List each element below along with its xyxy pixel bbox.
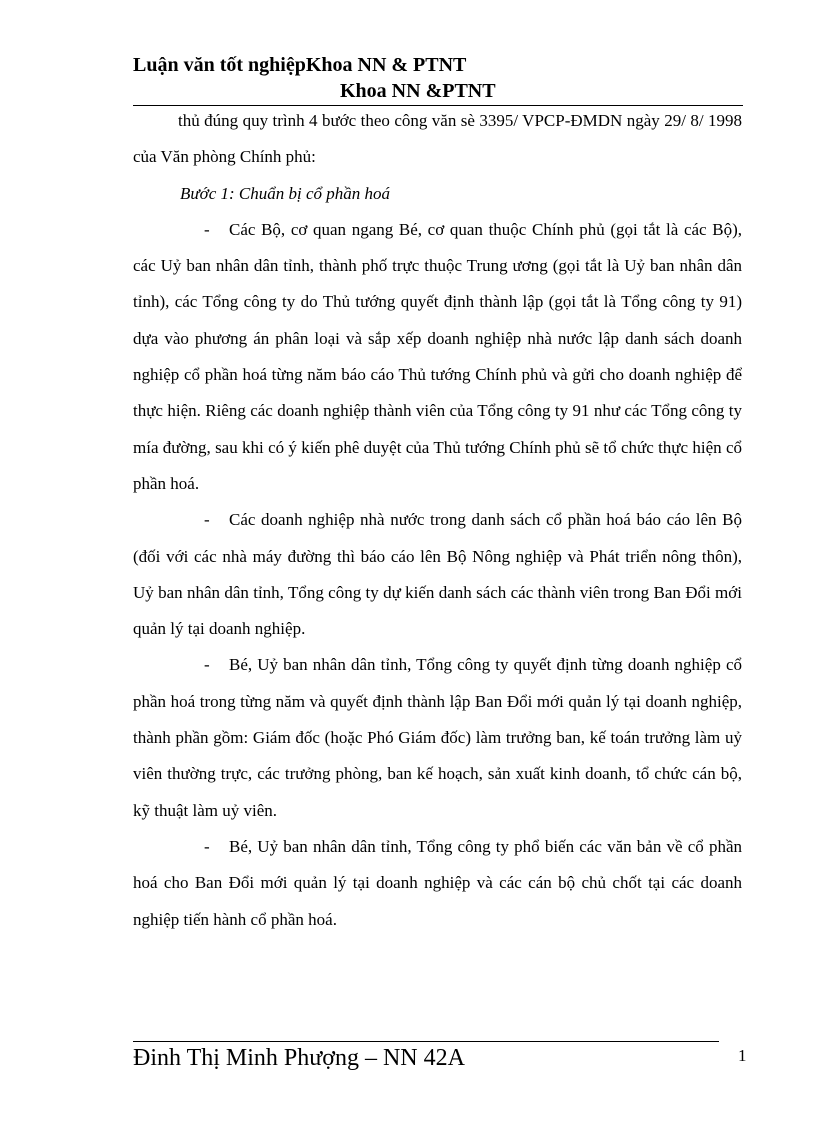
page-number: 1 bbox=[738, 1046, 747, 1065]
bullet-paragraph bbox=[133, 829, 742, 938]
document-body bbox=[133, 103, 742, 938]
bullet-dash: - bbox=[204, 836, 210, 856]
footer-divider bbox=[133, 1041, 719, 1042]
footer-author: Đinh Thị Minh Phượng – NN 42A bbox=[133, 1045, 465, 1071]
bullet-paragraph bbox=[133, 647, 742, 828]
bullet-paragraph bbox=[133, 212, 742, 502]
bullet-text: Các doanh nghiệp nhà nước trong danh sách cổ phần hoá báo cáo lên Bộ (đối với các nhà máy đường thì báo cáo lên Bộ Nông nghiệp và Phát triển nông thôn), Uỷ ban nhân dân tỉnh, Tổng công ty dự kiến danh sách các thành viên trong Ban Đổi mới quản lý tại doanh nghiệp. bbox=[133, 510, 742, 639]
bullet-dash: - bbox=[204, 655, 210, 675]
step-heading: Bước 1: Chuẩn bị cổ phần hoá bbox=[180, 183, 391, 203]
continuation-paragraph: thủ đúng quy trình 4 bước theo công văn sè 3395/ VPCP-ĐMDN ngày 29/ 8/ 1998 của Văn phòng Chính phủ: bbox=[133, 111, 742, 167]
bullet-dash: - bbox=[204, 219, 210, 239]
header-title: Luận văn tốt nghiệpKhoa NN & PTNT bbox=[133, 54, 467, 76]
bullet-dash: - bbox=[204, 510, 210, 530]
header-faculty: Khoa NN &PTNT bbox=[340, 80, 496, 102]
page-header bbox=[133, 52, 753, 104]
bullet-paragraph bbox=[133, 502, 742, 647]
bullet-text: Bé, Uỷ ban nhân dân tỉnh, Tổng công ty phổ biến các văn bản về cổ phần hoá cho Ban Đổi mới quản lý tại doanh nghiệp và các cán bộ chủ chốt tại các doanh nghiệp tiến hành cổ phần hoá. bbox=[133, 836, 742, 929]
bullet-text: Các Bộ, cơ quan ngang Bé, cơ quan thuộc Chính phủ (gọi tắt là các Bộ), các Uỷ ban nhân dân tỉnh, thành phố trực thuộc Trung ương (gọi tắt là Uỷ ban nhân dân tỉnh), các Tổng công ty do Thủ tướng quyết định thành lập (gọi tắt là Tổng công ty 91) dựa vào phương án phân loại và sắp xếp doanh nghiệp nhà nước lập danh sách doanh nghiệp cổ phần hoá từng năm báo cáo Thủ tướng Chính phủ và gửi cho doanh nghiệp để thực hiện. Riêng các doanh nghiệp thành viên của Tổng công ty 91 như các Tổng công ty mía đường, sau khi có ý kiến phê duyệt của Thủ tướng Chính phủ sẽ tổ chức thực hiện cổ phần hoá. bbox=[133, 219, 742, 493]
bullet-text: Bé, Uỷ ban nhân dân tỉnh, Tổng công ty quyết định từng doanh nghiệp cổ phần hoá trong từng năm và quyết định thành lập Ban Đổi mới quản lý tại doanh nghiệp, thành phần gồm: Giám đốc (hoặc Phó Giám đốc) làm trưởng ban, kế toán trưởng làm uỷ viên thường trực, các trưởng phòng, ban kế hoạch, sản xuất kinh doanh, tổ chức cán bộ, kỹ thuật làm uỷ viên. bbox=[133, 655, 742, 820]
